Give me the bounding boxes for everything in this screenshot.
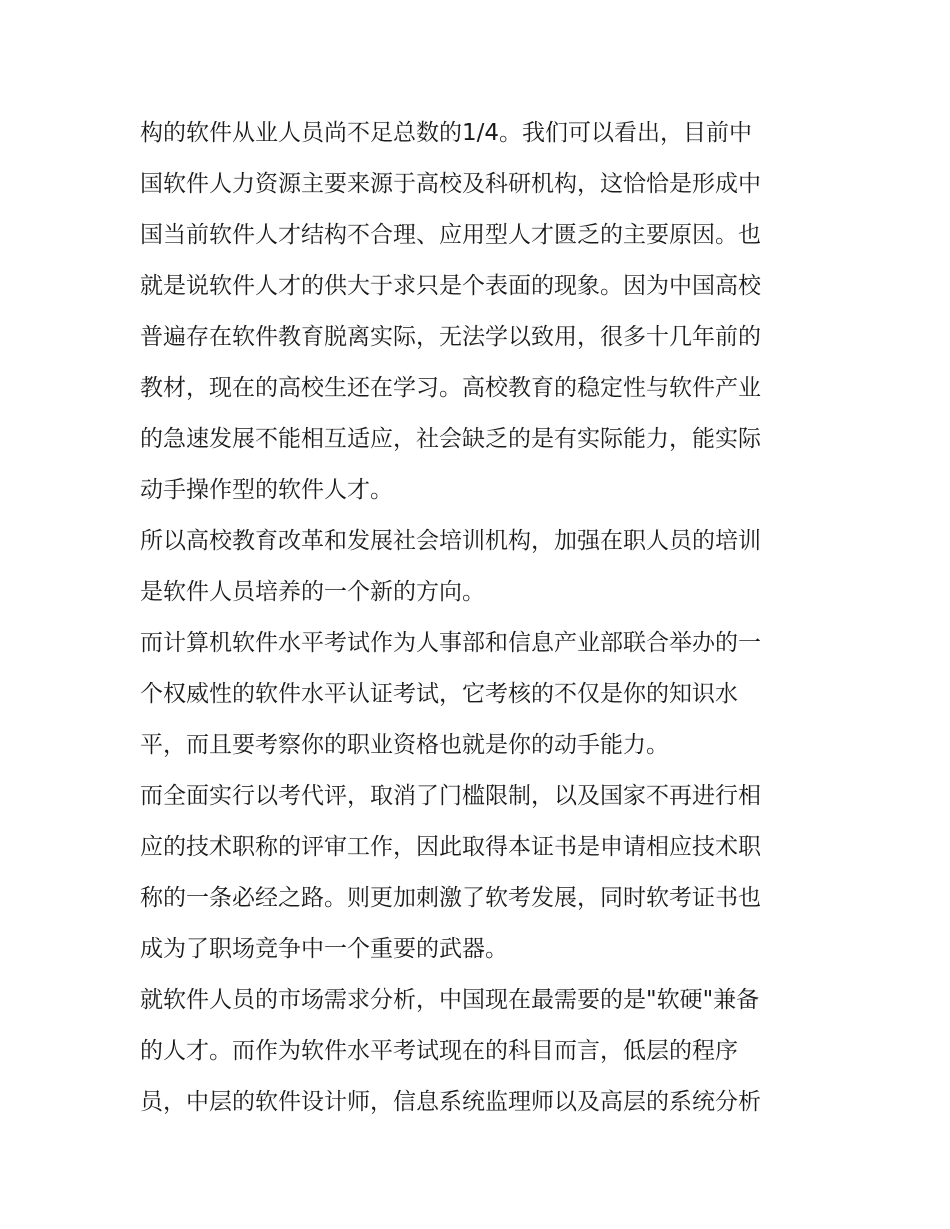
text-line: 构的软件从业人员尚不足总数的1/4。我们可以看出，目前中 [140, 120, 753, 146]
text-line: 的人才。而作为软件水平考试现在的科目而言，低层的程序 [140, 1038, 738, 1064]
text-line: 所以高校教育改革和发展社会培训机构，加强在职人员的培训 [140, 528, 761, 554]
text-line: 的急速发展不能相互适应，社会缺乏的是有实际能力，能实际 [140, 426, 761, 452]
text-line: 教材，现在的高校生还在学习。高校教育的稳定性与软件产业 [140, 375, 761, 401]
text-line: 成为了职场竞争中一个重要的武器。 [140, 936, 508, 962]
text-line: 应的技术职称的评审工作，因此取得本证书是申请相应技术职 [140, 834, 761, 860]
text-line: 普遍存在软件教育脱离实际，无法学以致用，很多十几年前的 [140, 324, 761, 350]
text-line: 平，而且要考察你的职业资格也就是你的动手能力。 [140, 732, 669, 758]
text-line: 而全面实行以考代评，取消了门槛限制，以及国家不再进行相 [140, 783, 761, 809]
text-line: 就是说软件人才的供大于求只是个表面的现象。因为中国高校 [140, 273, 761, 299]
text-line: 国当前软件人才结构不合理、应用型人才匮乏的主要原因。也 [140, 222, 761, 248]
text-line: 称的一条必经之路。则更加刺激了软考发展，同时软考证书也 [140, 885, 761, 911]
text-line: 动手操作型的软件人才。 [140, 477, 393, 503]
text-line: 员，中层的软件设计师，信息系统监理师以及高层的系统分析 [140, 1089, 761, 1115]
text-line: 而计算机软件水平考试作为人事部和信息产业部联合举办的一 [140, 630, 761, 656]
text-line: 就软件人员的市场需求分析，中国现在最需要的是"软硬"兼备 [140, 987, 760, 1013]
text-line: 是软件人员培养的一个新的方向。 [140, 579, 485, 605]
text-line: 国软件人力资源主要来源于高校及科研机构，这恰恰是形成中 [140, 171, 761, 197]
body-text [140, 108, 820, 1128]
text-line: 个权威性的软件水平认证考试，它考核的不仅是你的知识水 [140, 681, 738, 707]
